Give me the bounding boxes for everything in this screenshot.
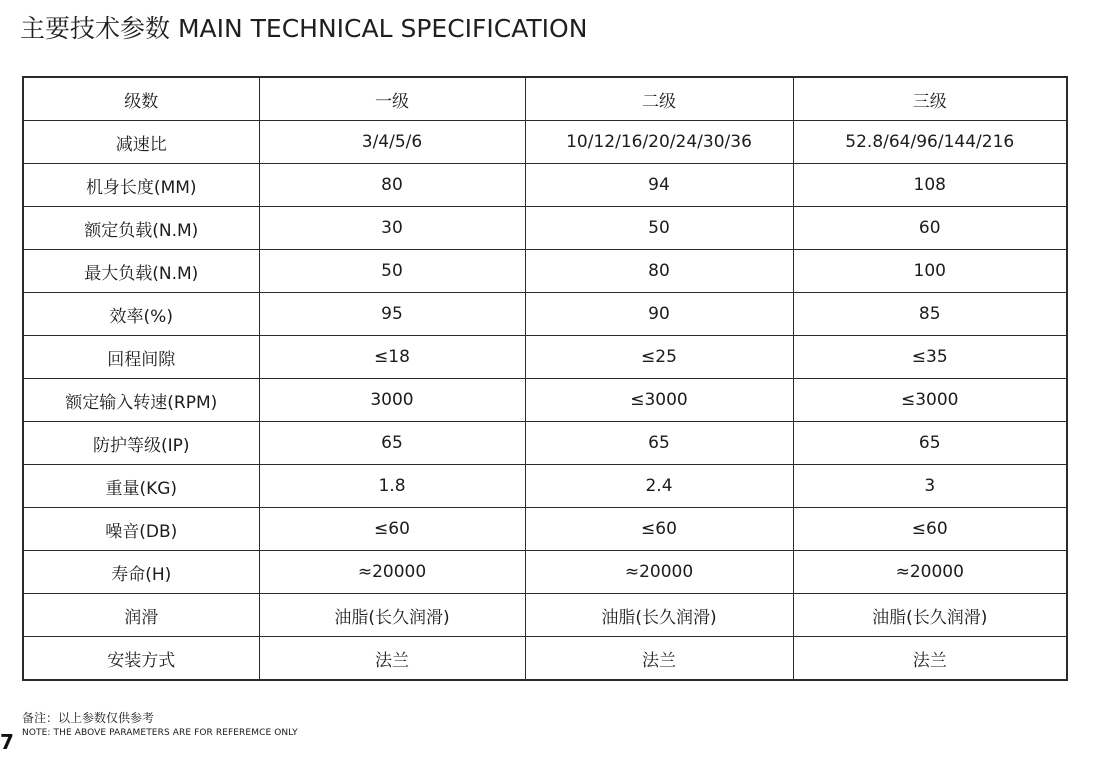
spec-table-body: [23, 77, 1067, 680]
table-row: [23, 293, 1067, 336]
header-cell-stage: 级数: [23, 77, 259, 121]
page-title: 主要技术参数 MAIN TECHNICAL SPECIFICATION: [20, 14, 588, 43]
value-stage-3-cell: 52.8/64/96/144/216: [793, 121, 1067, 164]
row-label-cell: 额定负载(N.M): [23, 207, 259, 250]
value-stage-1-cell: ≤60: [259, 508, 525, 551]
header-cell-stage-1: 一级: [259, 77, 525, 121]
table-row: [23, 379, 1067, 422]
table-row: [23, 637, 1067, 681]
value-stage-2-cell: 2.4: [525, 465, 793, 508]
row-label-cell: 减速比: [23, 121, 259, 164]
value-stage-2-cell: ≤3000: [525, 379, 793, 422]
table-header-row: [23, 77, 1067, 121]
value-stage-1-cell: 1.8: [259, 465, 525, 508]
table-row: [23, 594, 1067, 637]
value-stage-1-cell: ≈20000: [259, 551, 525, 594]
value-stage-1-cell: 95: [259, 293, 525, 336]
value-stage-3-cell: ≤60: [793, 508, 1067, 551]
value-stage-1-cell: 3/4/5/6: [259, 121, 525, 164]
value-stage-3-cell: ≤3000: [793, 379, 1067, 422]
header-cell-stage-3: 三级: [793, 77, 1067, 121]
value-stage-1-cell: 油脂(长久润滑): [259, 594, 525, 637]
row-label-cell: 安装方式: [23, 637, 259, 681]
value-stage-2-cell: ≤60: [525, 508, 793, 551]
row-label-cell: 额定输入转速(RPM): [23, 379, 259, 422]
value-stage-1-cell: 法兰: [259, 637, 525, 681]
footnote: [22, 711, 298, 741]
table-row: [23, 207, 1067, 250]
row-label-cell: 防护等级(IP): [23, 422, 259, 465]
value-stage-2-cell: 10/12/16/20/24/30/36: [525, 121, 793, 164]
row-label-cell: 重量(KG): [23, 465, 259, 508]
value-stage-1-cell: 30: [259, 207, 525, 250]
value-stage-3-cell: ≈20000: [793, 551, 1067, 594]
value-stage-3-cell: ≤35: [793, 336, 1067, 379]
value-stage-2-cell: 50: [525, 207, 793, 250]
value-stage-2-cell: 80: [525, 250, 793, 293]
value-stage-2-cell: ≈20000: [525, 551, 793, 594]
spec-table: [22, 76, 1068, 681]
table-row: [23, 508, 1067, 551]
row-label-cell: 回程间隙: [23, 336, 259, 379]
value-stage-2-cell: 油脂(长久润滑): [525, 594, 793, 637]
footnote-en: NOTE: THE ABOVE PARAMETERS ARE FOR REFEREMCE ONLY: [22, 728, 298, 738]
value-stage-1-cell: ≤18: [259, 336, 525, 379]
value-stage-1-cell: 65: [259, 422, 525, 465]
value-stage-2-cell: 65: [525, 422, 793, 465]
value-stage-3-cell: 100: [793, 250, 1067, 293]
value-stage-3-cell: 85: [793, 293, 1067, 336]
value-stage-1-cell: 3000: [259, 379, 525, 422]
row-label-cell: 机身长度(MM): [23, 164, 259, 207]
table-row: [23, 250, 1067, 293]
table-row: [23, 551, 1067, 594]
page-number: 7: [0, 730, 14, 754]
header-cell-stage-2: 二级: [525, 77, 793, 121]
value-stage-3-cell: 油脂(长久润滑): [793, 594, 1067, 637]
row-label-cell: 最大负载(N.M): [23, 250, 259, 293]
row-label-cell: 噪音(DB): [23, 508, 259, 551]
table-row: [23, 164, 1067, 207]
value-stage-3-cell: 60: [793, 207, 1067, 250]
table-row: [23, 465, 1067, 508]
row-label-cell: 润滑: [23, 594, 259, 637]
footnote-cn: 备注：以上参数仅供参考: [22, 711, 155, 725]
value-stage-3-cell: 法兰: [793, 637, 1067, 681]
value-stage-3-cell: 3: [793, 465, 1067, 508]
table-row: [23, 336, 1067, 379]
table-row: [23, 121, 1067, 164]
table-row: [23, 422, 1067, 465]
value-stage-2-cell: 90: [525, 293, 793, 336]
value-stage-2-cell: 94: [525, 164, 793, 207]
value-stage-1-cell: 50: [259, 250, 525, 293]
value-stage-2-cell: ≤25: [525, 336, 793, 379]
row-label-cell: 寿命(H): [23, 551, 259, 594]
value-stage-2-cell: 法兰: [525, 637, 793, 681]
row-label-cell: 效率(%): [23, 293, 259, 336]
value-stage-3-cell: 65: [793, 422, 1067, 465]
value-stage-3-cell: 108: [793, 164, 1067, 207]
value-stage-1-cell: 80: [259, 164, 525, 207]
